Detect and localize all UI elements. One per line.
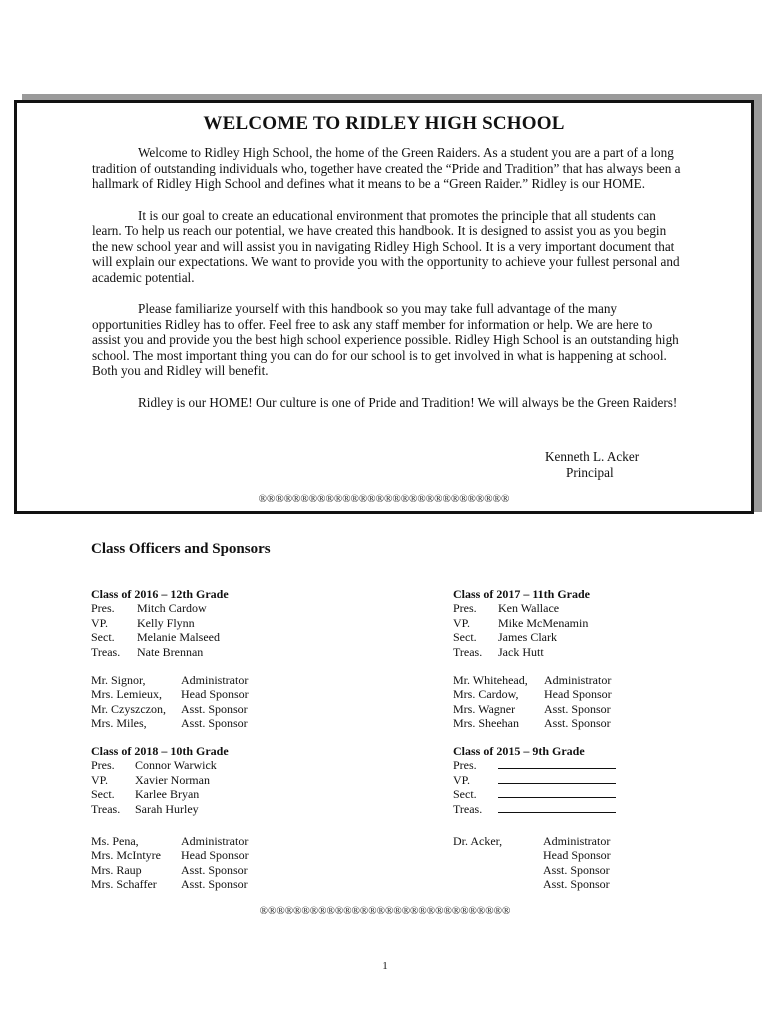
sponsor-row — [453, 877, 753, 891]
sponsor-row — [91, 687, 391, 701]
sponsor-role: Asst. Sponsor — [181, 701, 248, 716]
ornament-divider: ®®®®®®®®®®®®®®®®®®®®®®®®®®®®®® — [258, 493, 510, 505]
officer-name: Xavier Norman — [135, 772, 210, 787]
sponsor-name: Mr. Whitehead, — [453, 672, 528, 687]
sponsor-name: Mrs. Schaffer — [91, 877, 157, 892]
sponsor-row — [453, 673, 753, 687]
officer-role: Treas. — [453, 644, 483, 659]
sponsor-role: Asst. Sponsor — [543, 877, 610, 892]
sponsor-role: Administrator — [544, 672, 612, 687]
welcome-paragraph: It is our goal to create an educational environment that promotes the principle that all students can learn. To help us reach our potential, we have created this handbook. It is designed to assist you as you begin the new school year and will assist you in navigating Ridley High School. It is a very important document that will explain our expectations. We want to provide you with the opportunity to achieve your fullest personal and academic potential. — [92, 207, 680, 285]
officer-row — [91, 601, 391, 615]
officer-row — [91, 645, 391, 659]
officer-role: Pres. — [453, 601, 477, 616]
officer-row — [91, 802, 391, 816]
sponsor-name: Mrs. Miles, — [91, 716, 147, 731]
ornament-divider: ®®®®®®®®®®®®®®®®®®®®®®®®®®®®®® — [259, 905, 511, 917]
sponsor-name: Mrs. McIntyre — [91, 848, 161, 863]
page-number: 1 — [382, 960, 388, 972]
officer-role: Sect. — [453, 787, 477, 802]
sponsor-name: Mrs. Cardow, — [453, 687, 519, 702]
officer-name: Nate Brennan — [137, 644, 204, 659]
sponsor-row — [453, 863, 753, 877]
sponsor-row — [91, 673, 391, 687]
officer-name: Mitch Cardow — [137, 601, 207, 616]
officer-role: Treas. — [91, 644, 121, 659]
officer-name: James Clark — [498, 630, 557, 645]
officer-row — [91, 758, 391, 772]
class-2017-block — [453, 587, 753, 731]
class-2018-block — [91, 744, 391, 892]
officer-row — [91, 616, 391, 630]
sponsor-row — [91, 863, 391, 877]
sponsor-role: Administrator — [181, 672, 249, 687]
officer-name: Connor Warwick — [135, 758, 217, 773]
class-header: Class of 2017 – 11th Grade — [453, 587, 591, 601]
sponsor-role: Asst. Sponsor — [544, 716, 611, 731]
sponsor-name: Mr. Signor, — [91, 672, 146, 687]
officer-row — [453, 802, 753, 816]
officer-name: Melanie Malseed — [137, 630, 220, 645]
officer-name: Mike McMenamin — [498, 615, 589, 630]
officer-name: Jack Hutt — [498, 644, 544, 659]
sponsor-name: Mr. Czyszczon, — [91, 701, 166, 716]
officer-role: VP. — [91, 615, 109, 630]
welcome-title: WELCOME TO RIDLEY HIGH SCHOOL — [203, 113, 565, 134]
officer-row — [453, 601, 753, 615]
officer-row — [453, 630, 753, 644]
officer-name: Karlee Bryan — [135, 787, 200, 802]
welcome-paragraph: Welcome to Ridley High School, the home of the Green Raiders. As a student you are a part of a long tradition of outstanding individuals who, together have created the “Pride and Tradition” that has always been a hallmark of Ridley High School and defines what it means to be a “Green Raider.” Ridley is our HOME. — [92, 145, 681, 191]
officer-row — [91, 630, 391, 644]
sponsor-role: Head Sponsor — [181, 848, 249, 863]
officer-role: VP. — [91, 772, 109, 787]
officer-name: Kelly Flynn — [137, 615, 195, 630]
principal-name: Kenneth L. Acker — [545, 449, 640, 464]
sponsor-row — [91, 877, 391, 891]
sponsor-role: Head Sponsor — [543, 848, 611, 863]
officer-role: Pres. — [453, 758, 477, 773]
sponsor-row — [91, 834, 391, 848]
sponsor-row — [453, 848, 753, 862]
sponsor-role: Asst. Sponsor — [544, 701, 611, 716]
officer-role: Sect. — [91, 787, 115, 802]
sponsor-name: Mrs. Sheehan — [453, 716, 519, 731]
sponsor-name: Dr. Acker, — [453, 833, 503, 848]
officer-row — [453, 645, 753, 659]
officer-role: VP. — [453, 615, 471, 630]
welcome-body — [92, 145, 682, 426]
officer-name: Sarah Hurley — [135, 801, 199, 816]
officer-row — [91, 787, 391, 801]
officer-role: Pres. — [91, 758, 115, 773]
sponsor-name: Ms. Pena, — [91, 833, 139, 848]
sponsor-role: Asst. Sponsor — [181, 716, 248, 731]
sponsor-role: Asst. Sponsor — [181, 877, 248, 892]
sponsor-role: Head Sponsor — [181, 687, 249, 702]
officer-name-blank — [498, 758, 616, 772]
sponsor-role: Administrator — [181, 833, 249, 848]
class-header: Class of 2016 – 12th Grade — [91, 587, 229, 601]
officer-role: Treas. — [91, 801, 121, 816]
sponsor-row — [91, 848, 391, 862]
officers-heading: Class Officers and Sponsors — [91, 541, 271, 557]
class-header: Class of 2018 – 10th Grade — [91, 744, 229, 758]
class-2016-block — [91, 587, 391, 731]
officer-name-blank — [498, 787, 616, 801]
officer-role: VP. — [453, 772, 471, 787]
class-2015-block — [453, 744, 753, 892]
sponsor-role: Administrator — [543, 833, 611, 848]
sponsor-row — [453, 702, 753, 716]
sponsor-row — [91, 716, 391, 730]
principal-title: Principal — [566, 465, 614, 480]
officer-role: Treas. — [453, 801, 483, 816]
sponsor-row — [453, 716, 753, 730]
welcome-paragraph: Please familiarize yourself with this handbook so you may take full advantage of the many opportunities Ridley has to offer. Feel free to ask any staff member for information or help. We are here to assist you and provide you the best high school experience possible. Ridley High School is an outstanding high school. The most important thing you can do for our school is to get involved in what is happening at school. Both you and Ridley will benefit. — [92, 301, 679, 378]
class-header: Class of 2015 – 9th Grade — [453, 744, 585, 758]
sponsor-row — [453, 834, 753, 848]
officer-role: Pres. — [91, 601, 115, 616]
officer-row — [91, 773, 391, 787]
officer-row — [453, 616, 753, 630]
sponsor-row — [91, 702, 391, 716]
officer-row — [453, 787, 753, 801]
sponsor-name: Mrs. Wagner — [453, 701, 516, 716]
welcome-box — [14, 100, 754, 514]
officer-name-blank — [498, 773, 616, 787]
sponsor-role: Asst. Sponsor — [181, 862, 248, 877]
sponsor-name: Mrs. Raup — [91, 862, 142, 877]
sponsor-row — [453, 687, 753, 701]
welcome-paragraph: Ridley is our HOME! Our culture is one of Pride and Tradition! We will always be the Green Raiders! — [138, 394, 678, 410]
officer-row — [453, 773, 753, 787]
officer-name-blank — [498, 802, 616, 816]
officer-name: Ken Wallace — [498, 601, 560, 616]
officer-row — [453, 758, 753, 772]
officer-role: Sect. — [91, 630, 115, 645]
sponsor-role: Head Sponsor — [544, 687, 612, 702]
sponsor-role: Asst. Sponsor — [543, 862, 610, 877]
officer-role: Sect. — [453, 630, 477, 645]
sponsor-name: Mrs. Lemieux, — [91, 687, 162, 702]
